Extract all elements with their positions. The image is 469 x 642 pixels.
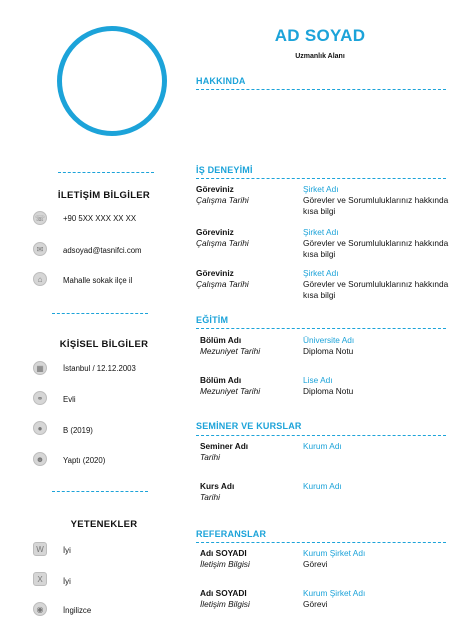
education-date: Mezuniyet Tarihi	[200, 346, 261, 356]
section-divider	[196, 542, 446, 543]
sidebar-divider	[58, 172, 154, 173]
experience-position: Göreviniz	[196, 227, 234, 237]
experience-description: Görevler ve Sorumluluklarınız hakkında kısa bilgi	[303, 238, 449, 259]
experience-company: Şirket Adı	[303, 268, 339, 278]
reference-role: Görevi	[303, 559, 328, 569]
reference-role: Görevi	[303, 599, 328, 609]
reference-organization: Kurum Şirket Adı	[303, 548, 366, 558]
excel-level: İyi	[63, 577, 71, 586]
course-date: Tarihi	[200, 492, 220, 502]
reference-name: Adı SOYADI	[200, 548, 247, 558]
word-level: İyi	[63, 546, 71, 555]
section-title-experience: İŞ DENEYİMİ	[196, 165, 253, 175]
language-icon: ◉	[33, 602, 47, 616]
calendar-icon: ▦	[33, 361, 47, 375]
license-text: B (2019)	[63, 426, 93, 435]
mail-icon: ✉	[33, 242, 47, 256]
home-icon: ⌂	[33, 272, 47, 286]
experience-date: Çalışma Tarihi	[196, 279, 249, 289]
personal-title: KİŞİSEL BİLGİLER	[59, 339, 149, 350]
experience-position: Göreviniz	[196, 268, 234, 278]
education-grade: Diploma Notu	[303, 386, 354, 396]
section-title-courses: SEMİNER VE KURSLAR	[196, 421, 302, 431]
experience-position: Göreviniz	[196, 184, 234, 194]
reference-contact: İletişim Bilgisi	[200, 559, 250, 569]
section-divider	[196, 435, 446, 436]
experience-description: Görevler ve Sorumluluklarınız hakkında kısa bilgi	[303, 279, 449, 300]
experience-date: Çalışma Tarihi	[196, 238, 249, 248]
job-title: Uzmanlık Alanı	[295, 53, 345, 60]
full-name: AD SOYAD	[274, 26, 366, 45]
course-organization: Kurum Adı	[303, 441, 342, 451]
phone-text: +90 5XX XXX XX XX	[63, 214, 137, 223]
sidebar-divider	[52, 491, 148, 492]
section-divider	[196, 89, 446, 90]
word-icon: W	[33, 542, 47, 556]
section-divider	[196, 178, 446, 179]
military-text: Yaptı (2020)	[63, 456, 106, 465]
section-title-references: REFERANSLAR	[196, 529, 267, 539]
sidebar-divider	[52, 313, 148, 314]
section-title-education: EĞİTİM	[196, 315, 229, 325]
education-date: Mezuniyet Tarihi	[200, 386, 261, 396]
course-organization: Kurum Adı	[303, 481, 342, 491]
rings-icon: ⚭	[33, 391, 47, 405]
experience-description: Görevler ve Sorumluluklarınız hakkında kısa bilgi	[303, 195, 449, 216]
section-divider	[196, 328, 446, 329]
experience-date: Çalışma Tarihi	[196, 195, 249, 205]
language-text: İngilizce	[63, 606, 92, 615]
reference-organization: Kurum Şirket Adı	[303, 588, 366, 598]
experience-company: Şirket Adı	[303, 227, 339, 237]
address-text: Mahalle sokak ilçe il	[63, 276, 133, 285]
education-department: Bölüm Adı	[200, 335, 242, 345]
phone-icon: ☏	[33, 211, 47, 225]
experience-company: Şirket Adı	[303, 184, 339, 194]
excel-icon: X	[33, 572, 47, 586]
email-text: adsoyad@tasnifci.com	[63, 246, 142, 255]
marital-text: Evli	[63, 395, 76, 404]
education-school: Lise Adı	[303, 375, 333, 385]
skills-title: YETENEKLER	[70, 519, 138, 530]
education-school: Üniversite Adı	[303, 335, 355, 345]
reference-name: Adı SOYADI	[200, 588, 247, 598]
course-name: Kurs Adı	[200, 481, 235, 491]
birth-text: İstanbul / 12.12.2003	[63, 364, 136, 373]
photo-placeholder[interactable]	[57, 26, 167, 136]
car-icon: ●	[33, 421, 47, 435]
contact-title: İLETİŞİM BİLGİLER	[57, 190, 151, 201]
course-date: Tarihi	[200, 452, 220, 462]
course-name: Seminer Adı	[200, 441, 249, 451]
reference-contact: İletişim Bilgisi	[200, 599, 250, 609]
soldier-icon: ☻	[33, 452, 47, 466]
section-title-about: HAKKINDA	[196, 76, 246, 86]
education-grade: Diploma Notu	[303, 346, 354, 356]
education-department: Bölüm Adı	[200, 375, 242, 385]
